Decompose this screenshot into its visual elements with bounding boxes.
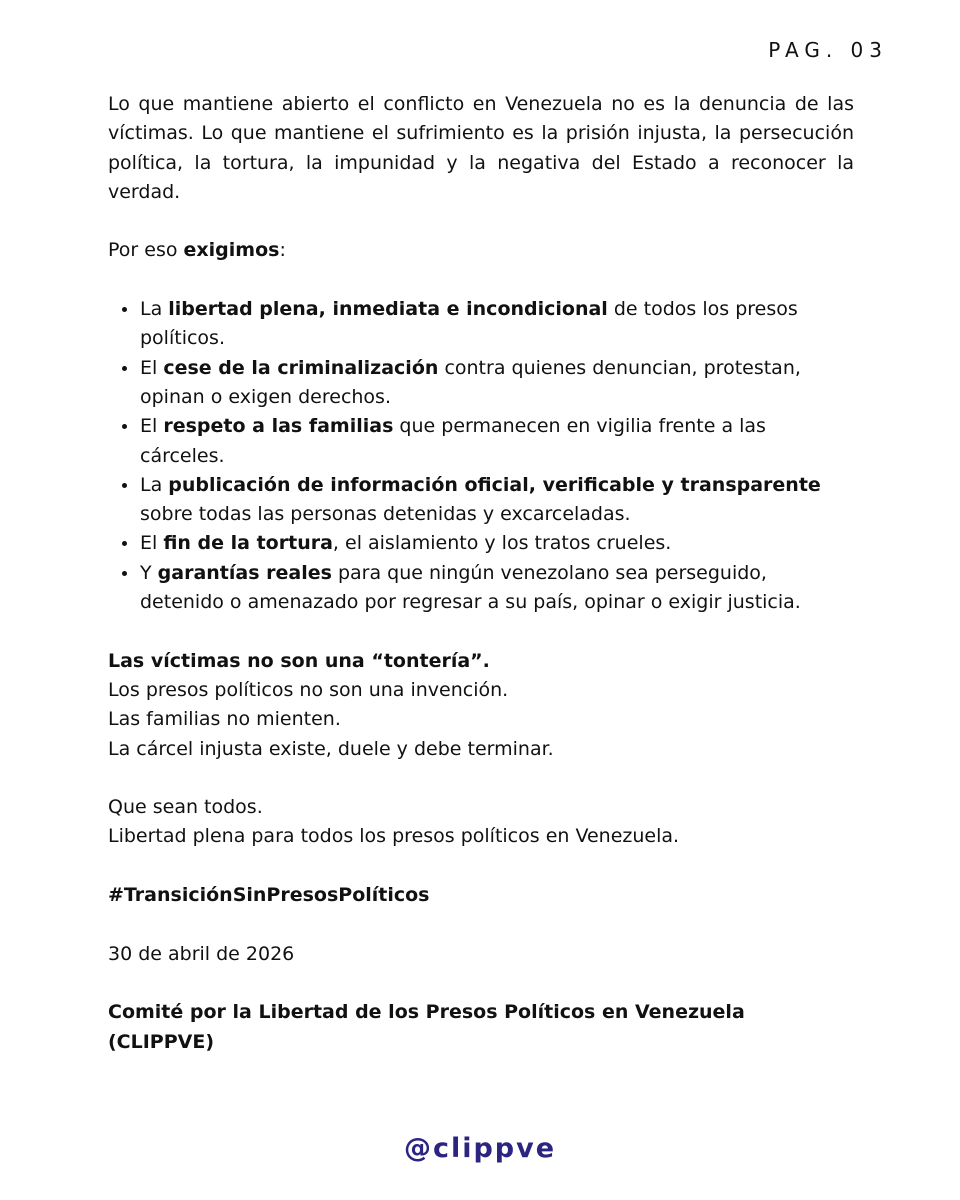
document-body xyxy=(108,90,854,1057)
list-item xyxy=(140,295,854,354)
demand-suffix: de todos los presos políticos. xyxy=(140,298,798,350)
demand-prefix: El xyxy=(140,356,164,379)
demand-prefix: La xyxy=(140,473,169,496)
list-item xyxy=(140,471,854,530)
spacer xyxy=(108,910,854,939)
list-item xyxy=(140,559,854,618)
demand-bold: cese de la criminalización xyxy=(163,356,439,379)
list-item xyxy=(140,354,854,413)
demands-list xyxy=(108,295,854,617)
demand-prefix: La xyxy=(140,298,169,321)
demand-bold: fin de la tortura xyxy=(163,532,333,555)
victims-line: Las familias no mienten. xyxy=(108,708,341,731)
hashtag: #TransiciónSinPresosPolíticos xyxy=(108,884,430,907)
victims-line: Los presos políticos no son una invención. xyxy=(108,678,509,701)
demand-intro-suffix: : xyxy=(279,239,286,262)
date: 30 de abril de 2026 xyxy=(108,942,295,965)
demand-suffix: contra quienes denuncian, protestan, opinan o exigen derechos. xyxy=(140,356,801,408)
list-item xyxy=(140,412,854,471)
victims-block xyxy=(108,647,854,764)
demand-intro xyxy=(108,236,854,265)
spacer xyxy=(108,617,854,646)
victims-heading: Las víctimas no son una “tontería”. xyxy=(108,649,490,672)
spacer xyxy=(108,852,854,881)
demand-intro-bold: exigimos xyxy=(183,239,280,262)
closing-block xyxy=(108,793,854,852)
spacer xyxy=(108,764,854,793)
closing-line: Que sean todos. xyxy=(108,796,263,819)
demand-intro-prefix: Por eso xyxy=(108,239,184,262)
demand-bold: libertad plena, inmediata e incondicional xyxy=(168,298,608,321)
demand-suffix: sobre todas las personas detenidas y excarceladas. xyxy=(140,503,631,526)
page-number: PAG. 03 xyxy=(768,38,888,62)
demand-bold: respeto a las familias xyxy=(163,415,394,438)
spacer xyxy=(108,266,854,295)
signature: Comité por la Libertad de los Presos Políticos en Venezuela (CLIPPVE) xyxy=(108,1001,745,1053)
spacer xyxy=(108,207,854,236)
demand-suffix: que permanecen en vigilia frente a las cárceles. xyxy=(140,415,766,467)
demand-prefix: Y xyxy=(140,561,158,584)
demand-suffix: , el aislamiento y los tratos crueles. xyxy=(332,532,672,555)
demand-suffix: para que ningún venezolano sea perseguido, detenido o amenazado por regresar a su país, opinar o exigir justicia. xyxy=(140,561,801,614)
spacer xyxy=(108,969,854,998)
intro-paragraph: Lo que mantiene abierto el conflicto en Venezuela no es la denuncia de las víctimas. Lo que mantiene el sufrimiento es la prisión injusta, la persecución política, la tortura, la impunidad y la negativa del Estado a reconocer la verdad. xyxy=(108,93,854,203)
demand-bold: garantías reales xyxy=(157,561,332,584)
list-item xyxy=(140,529,854,558)
demand-prefix: El xyxy=(140,415,164,438)
demand-prefix: El xyxy=(140,532,164,555)
victims-line: La cárcel injusta existe, duele y debe terminar. xyxy=(108,737,554,760)
social-handle: @clippve xyxy=(403,1133,557,1164)
closing-line: Libertad plena para todos los presos políticos en Venezuela. xyxy=(108,825,680,848)
demand-bold: publicación de información oficial, verificable y transparente xyxy=(168,473,821,496)
